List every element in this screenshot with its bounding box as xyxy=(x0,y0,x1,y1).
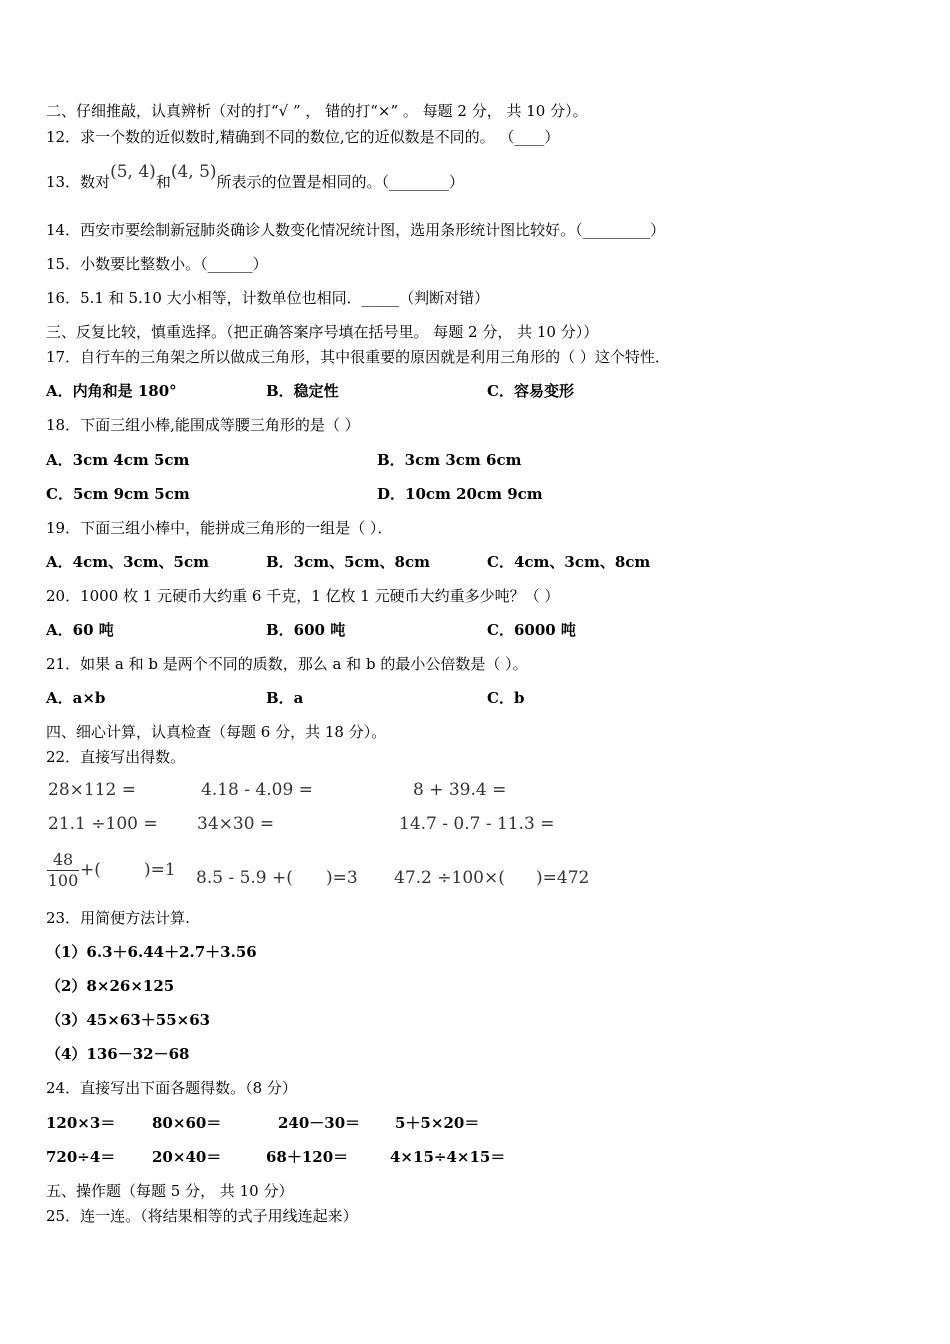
question-18-option-d: D．10cm 20cm 9cm xyxy=(377,485,543,503)
calc-22-r2-c2: 34×30 = xyxy=(197,814,275,834)
question-18-option-c: C．5cm 9cm 5cm xyxy=(46,485,190,503)
coordinate-pair-2: (4, 5) xyxy=(170,162,217,182)
calc-24-r1-c2: 80×60＝ xyxy=(152,1114,222,1132)
question-18-stem: 18．下面三组小棒,能围成等腰三角形的是（ ） xyxy=(46,416,360,434)
fraction-denominator: 100 xyxy=(47,871,79,890)
calc-24-r1-c3: 240－30＝ xyxy=(278,1114,361,1132)
question-13-pre: 13．数对 xyxy=(46,173,111,191)
question-17-option-a: A．内角和是 180° xyxy=(46,382,177,400)
question-20-option-c: C．6000 吨 xyxy=(487,621,576,639)
calc-24-r2-c3: 68＋120＝ xyxy=(266,1148,349,1166)
question-20-option-a: A．60 吨 xyxy=(46,621,114,639)
section-4-title: 四、细心计算，认真检查（每题 6 分，共 18 分）。 xyxy=(46,723,387,741)
question-16: 16．5.1 和 5.10 大小相等，计数单位也相同．_____（判断对错） xyxy=(46,289,490,307)
question-19-stem: 19．下面三组小棒中，能拼成三角形的一组是（ ）． xyxy=(46,519,393,537)
question-23-item-4: （4）136－32－68 xyxy=(46,1045,190,1063)
question-23-item-1: （1）6.3＋6.44＋2.7＋3.56 xyxy=(46,943,257,961)
calc-22-r3-c3-open: 47.2 ÷100×( xyxy=(394,868,505,888)
calc-24-r2-c4: 4×15÷4×15＝ xyxy=(390,1148,506,1166)
section-5-title: 五、操作题（每题 5 分， 共 10 分） xyxy=(46,1182,294,1200)
question-18-option-b: B．3cm 3cm 6cm xyxy=(377,451,522,469)
calc-22-r1-c2: 4.18 - 4.09 = xyxy=(201,780,313,800)
question-13-post: 所表示的位置是相同的。（________） xyxy=(216,173,465,191)
question-20-option-b: B．600 吨 xyxy=(266,621,346,639)
question-21-option-a: A．a×b xyxy=(46,689,106,707)
question-21-option-c: C．b xyxy=(487,689,525,707)
calc-22-r3-c3-close: )=472 xyxy=(536,868,590,888)
question-21-stem: 21．如果 a 和 b 是两个不同的质数，那么 a 和 b 的最小公倍数是（ ）。 xyxy=(46,655,528,673)
calc-22-r2-c1: 21.1 ÷100 = xyxy=(48,814,158,834)
question-15: 15．小数要比整数小。（______） xyxy=(46,255,268,273)
calc-22-r1-c3: 8 + 39.4 = xyxy=(413,780,507,800)
question-20-stem: 20．1000 枚 1 元硬币大约重 6 千克，1 亿枚 1 元硬币大约重多少吨？（ ） xyxy=(46,587,560,605)
question-24-stem: 24．直接写出下面各题得数。（8 分） xyxy=(46,1079,297,1097)
question-23-item-2: （2）8×26×125 xyxy=(46,977,175,995)
calc-22-r2-c3: 14.7 - 0.7 - 11.3 = xyxy=(399,814,555,834)
section-3-title: 三、反复比较，慎重选择。（把正确答案序号填在括号里。 每题 2 分， 共 10 分）） xyxy=(46,323,599,341)
fraction-48-100 xyxy=(46,850,80,891)
calc-24-r2-c1: 720÷4＝ xyxy=(46,1148,116,1166)
calc-22-r3-c2-close: )=3 xyxy=(326,868,358,888)
calc-24-r2-c2: 20×40＝ xyxy=(152,1148,222,1166)
question-25: 25．连一连。（将结果相等的式子用线连起来） xyxy=(46,1207,358,1225)
question-17-stem: 17．自行车的三角架之所以做成三角形，其中很重要的原因就是利用三角形的（ ）这个特性． xyxy=(46,348,670,366)
question-19-option-c: C．4cm、3cm、8cm xyxy=(487,553,651,571)
question-21-option-b: B．a xyxy=(266,689,304,707)
question-13 xyxy=(46,162,465,192)
question-19-option-a: A．4cm、3cm、5cm xyxy=(46,553,209,571)
question-14: 14．西安市要绘制新冠肺炎确诊人数变化情况统计图，选用条形统计图比较好。（_________） xyxy=(46,221,666,239)
section-2-title: 二、仔细推敲，认真辨析（对的打“√ ” ， 错的打“×” 。 每题 2 分， 共 10 分）。 xyxy=(46,102,588,120)
question-19-option-b: B．3cm、5cm、8cm xyxy=(266,553,431,571)
question-22-stem: 22．直接写出得数。 xyxy=(46,748,186,766)
calc-22-r3-c1-open: +( xyxy=(80,860,101,880)
calc-22-r3-c1-close: )=1 xyxy=(144,860,176,880)
question-12: 12．求一个数的近似数时,精确到不同的数位,它的近似数是不同的。 （____） xyxy=(46,128,560,146)
question-17-option-b: B．稳定性 xyxy=(266,382,339,400)
question-17-option-c: C．容易变形 xyxy=(487,382,574,400)
question-18-option-a: A．3cm 4cm 5cm xyxy=(46,451,190,469)
question-23-stem: 23．用简便方法计算. xyxy=(46,909,190,927)
fraction-numerator: 48 xyxy=(52,850,74,869)
calc-24-r1-c1: 120×3＝ xyxy=(46,1114,116,1132)
calc-22-r3-c2-open: 8.5 - 5.9 +( xyxy=(196,868,293,888)
coordinate-pair-1: (5, 4) xyxy=(110,162,156,182)
question-23-item-3: （3）45×63＋55×63 xyxy=(46,1011,211,1029)
question-13-mid: 和 xyxy=(155,173,171,191)
calc-24-r1-c4: 5＋5×20＝ xyxy=(395,1114,480,1132)
calc-22-r1-c1: 28×112 = xyxy=(48,780,136,800)
